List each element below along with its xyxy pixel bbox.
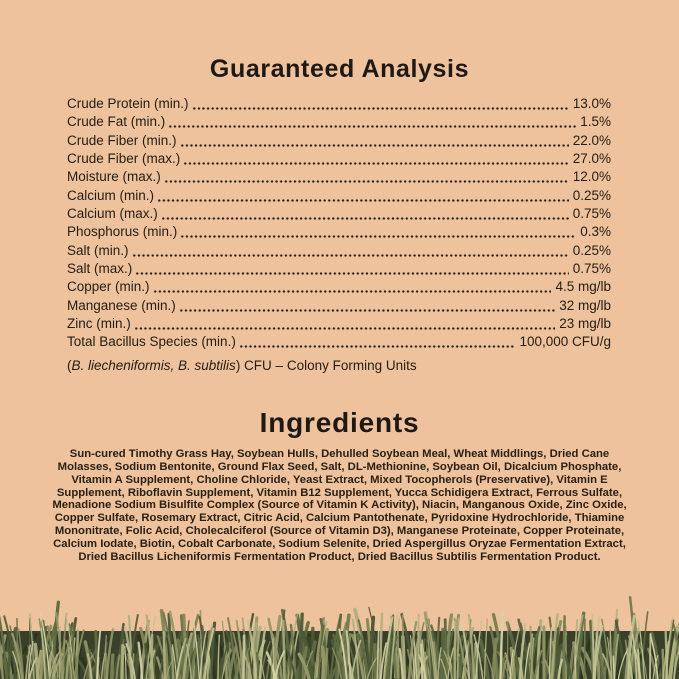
analysis-row [67, 113, 611, 131]
analysis-value: 0.3% [580, 224, 611, 240]
cfu-footnote [67, 358, 679, 374]
dotted-leader [153, 290, 552, 293]
guaranteed-analysis-title: Guaranteed Analysis [209, 55, 470, 83]
analysis-row [67, 168, 611, 186]
analysis-value: 0.25% [572, 187, 611, 203]
analysis-label: Calcium (min.) [67, 187, 155, 203]
ingredients-title: Ingredients [259, 406, 420, 438]
dotted-leader [183, 162, 568, 165]
analysis-value: 12.0% [572, 169, 611, 185]
analysis-label: Crude Fiber (max.) [67, 151, 181, 167]
analysis-label: Phosphorus (min.) [67, 224, 178, 240]
hay-grass-photo [0, 591, 679, 679]
analysis-label: Crude Fiber (min.) [67, 132, 177, 148]
dotted-leader [239, 345, 516, 348]
analysis-value: 0.75% [572, 206, 611, 222]
analysis-value: 23 mg/lb [559, 316, 611, 332]
analysis-row [67, 132, 611, 150]
analysis-label: Total Bacillus Species (min.) [67, 334, 236, 350]
analysis-label: Manganese (min.) [67, 297, 176, 313]
analysis-value: 100,000 CFU/g [519, 334, 611, 350]
analysis-label: Salt (min.) [67, 242, 129, 258]
analysis-row [67, 260, 611, 278]
analysis-row [67, 333, 611, 351]
dotted-leader [180, 144, 569, 147]
analysis-value: 0.25% [572, 242, 611, 258]
analysis-row [67, 95, 611, 113]
analysis-row [67, 187, 611, 205]
analysis-label: Crude Protein (min.) [67, 96, 189, 111]
dotted-leader [132, 254, 569, 257]
analysis-label: Calcium (max.) [67, 206, 158, 222]
analysis-label: Salt (max.) [67, 261, 133, 277]
dotted-leader [134, 327, 555, 330]
dotted-leader [179, 309, 555, 312]
analysis-row [67, 223, 611, 241]
analysis-value: 13.0% [572, 96, 611, 111]
footnote-species: B. liecheniformis, B. subtilis [71, 357, 236, 373]
analysis-value: 32 mg/lb [559, 297, 611, 313]
dotted-leader [135, 272, 568, 275]
analysis-value: 4.5 mg/lb [555, 279, 611, 295]
analysis-label: Moisture (max.) [67, 169, 161, 185]
analysis-row [67, 278, 611, 296]
analysis-value: 22.0% [572, 132, 611, 148]
analysis-label: Copper (min.) [67, 279, 150, 295]
analysis-row [67, 242, 611, 260]
ingredients-text: Sun-cured Timothy Grass Hay, Soybean Hulls, Dehulled Soybean Meal, Wheat Middlings, Dried Cane Molasses, Sodium Bentonite, Ground Flax Seed, Salt, DL-Methionine, Soybean Oil, Dicalcium Phosphate, Vitamin A Supplement, Choline Chloride, Yeast Extract, Mixed Tocopherols (Preservative), Vitamin E Supplement, Riboflavin Supplement, Vitamin B12 Supplement, Yucca Schidigera Extract, Ferrous Sulfate, Menadione Sodium Bisulfite Complex (Source of Vitamin K Activity), Niacin, Manganous Oxide, Zinc Oxide, Copper Sulfate, Rosemary Extract, Citric Acid, Calcium Pantothenate, Pyridoxine Hydrochloride, Thiamine Mononitrate, Folic Acid, Cholecalciferol (Source of Vitamin D3), Manganese Proteinate, Copper Proteinate, Calcium Iodate, Biotin, Cobalt Carbonate, Sodium Selenite, Dried Aspergillus Oryzae Fermentation Extract, Dried Bacillus Licheniformis Fermentation Product, Dried Bacillus Subtilis Fermentation Product. [52, 447, 627, 564]
analysis-row [67, 205, 611, 223]
analysis-label: Crude Fat (min.) [67, 114, 166, 130]
analysis-label: Zinc (min.) [67, 316, 131, 332]
analysis-row [67, 315, 611, 333]
guaranteed-analysis-table [67, 95, 611, 352]
analysis-value: 27.0% [572, 151, 611, 167]
dotted-leader [168, 125, 576, 128]
analysis-value: 0.75% [572, 261, 611, 277]
footnote-prefix: ( [67, 357, 72, 373]
dotted-leader [180, 235, 576, 238]
analysis-row [67, 150, 611, 168]
dotted-leader [192, 107, 569, 110]
footnote-suffix: ) CFU – Colony Forming Units [235, 357, 417, 373]
analysis-row [67, 297, 611, 315]
dotted-leader [164, 180, 569, 183]
dotted-leader [157, 199, 569, 202]
dotted-leader [161, 217, 569, 220]
analysis-value: 1.5% [580, 114, 611, 130]
